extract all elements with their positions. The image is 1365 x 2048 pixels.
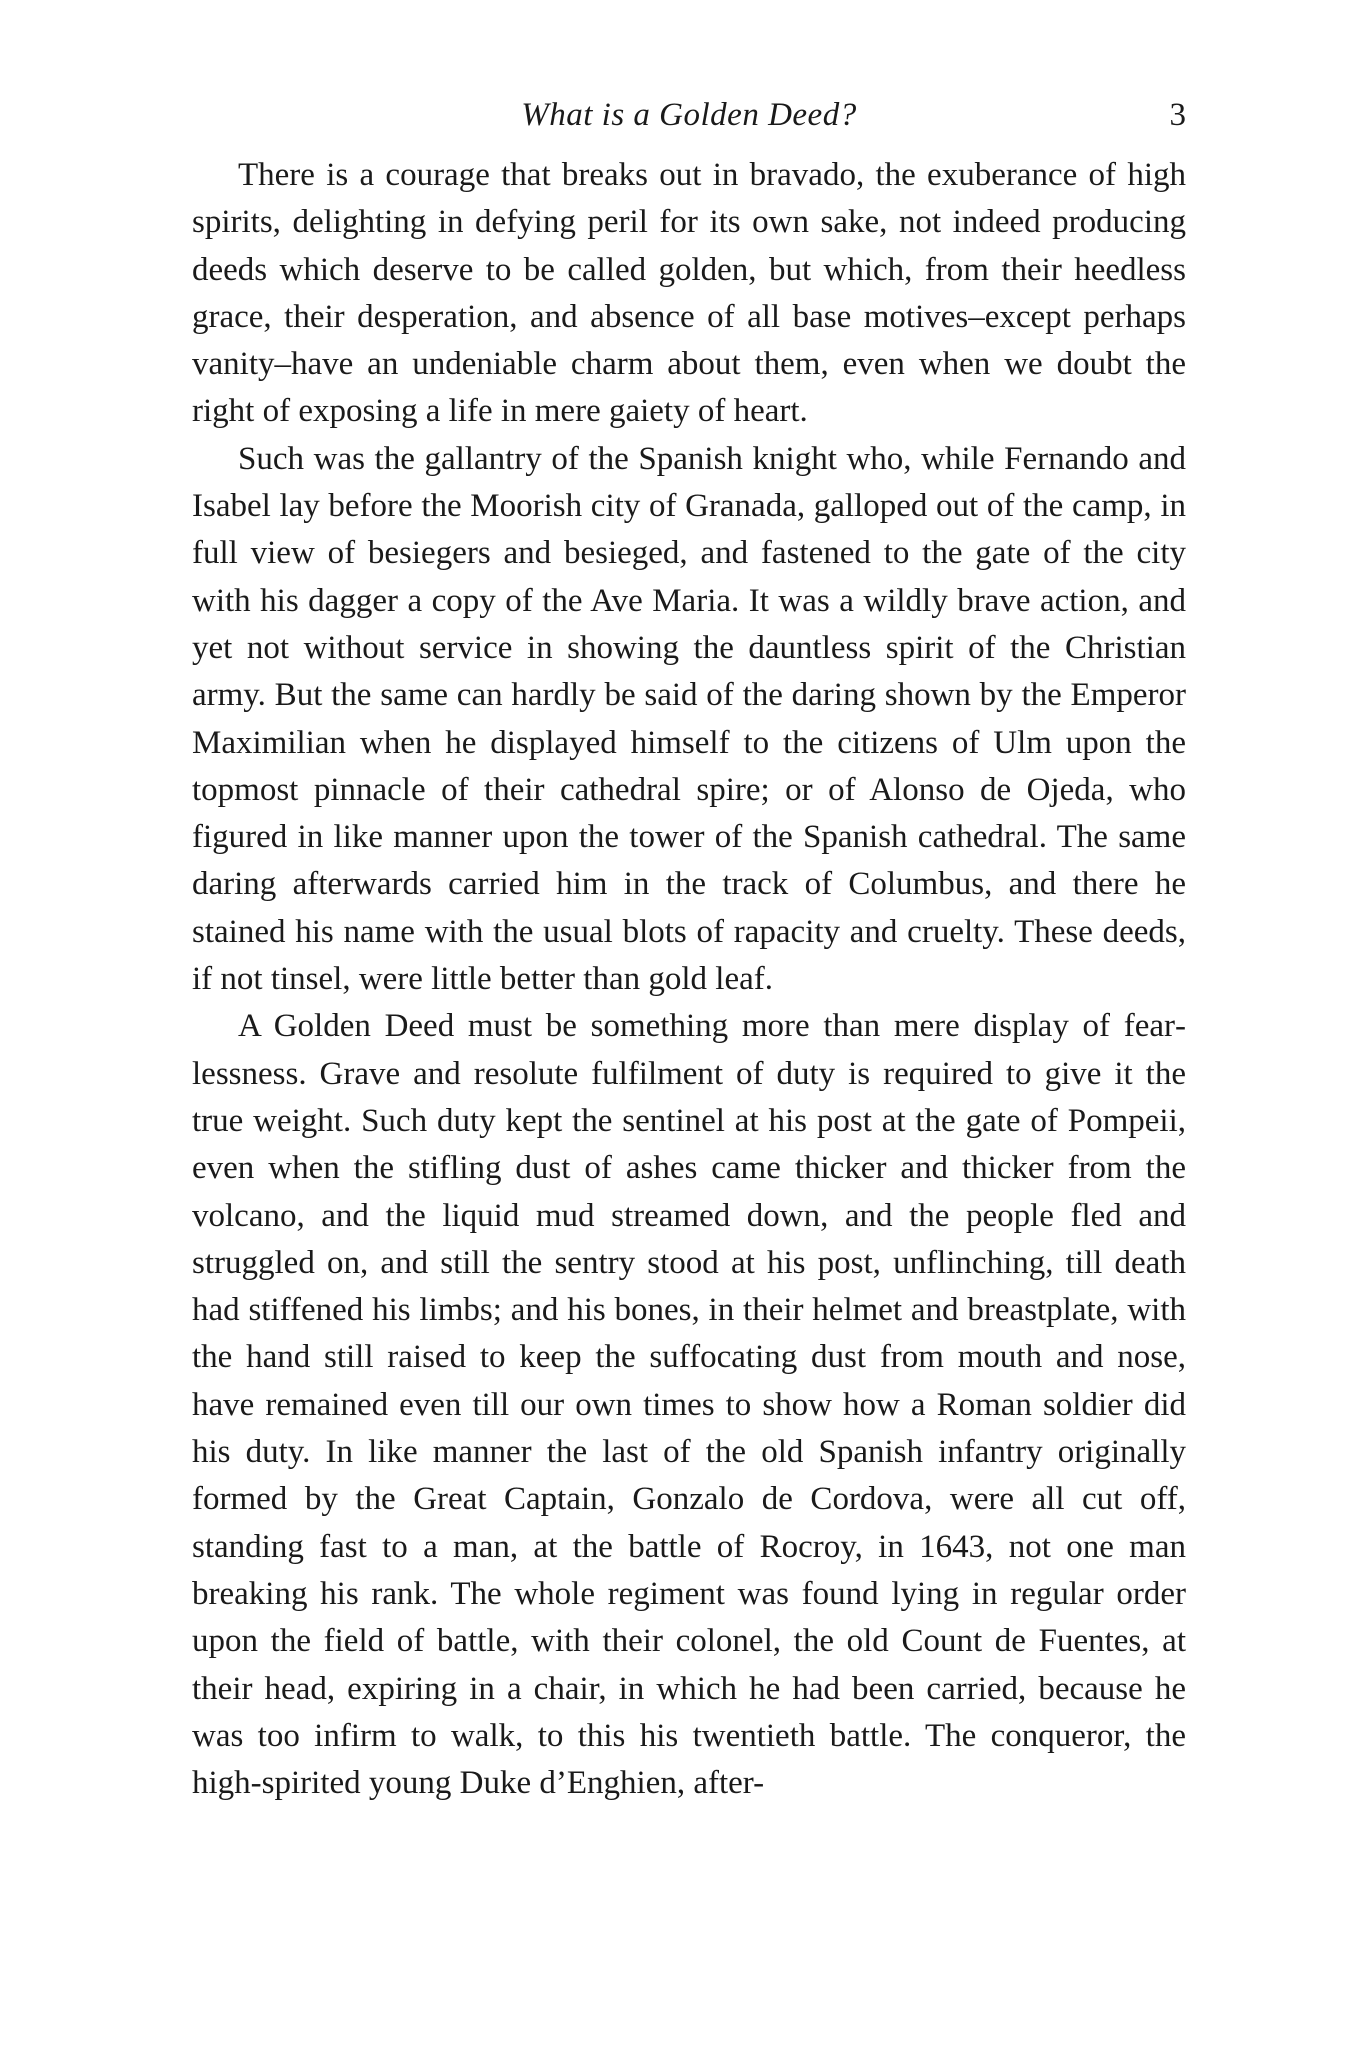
paragraph: A Golden Deed must be something more than mere display of fearlessness. Grave and resolute fulfilment of duty is required to give it the true weight. Such duty kept the sentinel at his post at the gate of Pompeii, even when the stifling dust of ashes came thicker and thicker from the volcano, and the liquid mud streamed down, and the people fled and struggled on, and still the sentry stood at his post, unflinching, till death had stiffened his limbs; and his bones, in their helmet and breastplate, with the hand still raised to keep the suffocating dust from mouth and nose, have remained even till our own times to show how a Roman soldier did his duty. In like manner the last of the old Spanish infantry originally formed by the Great Captain, Gonzalo de Cordova, were all cut off, standing fast to a man, at the battle of Rocroy, in 1643, not one man breaking his rank. The whole regiment was found lying in regular order upon the field of battle, with their colonel, the old Count de Fuentes, at their head, expiring in a chair, in which he had been carried, because he was too infirm to walk, to this his twentieth battle. The conqueror, the high-spirited young Duke d’Enghien, after- <box>192 1008 1186 1802</box>
paragraph: Such was the gallantry of the Spanish knight who, while Fernando and Isabel lay before the Moorish city of Granada, galloped out of the camp, in full view of besiegers and besieged, and fastened to the gate of the city with his dagger a copy of the Ave Maria. It was a wildly brave action, and yet not without service in showing the dauntless spirit of the Christian army. But the same can hardly be said of the daring shown by the Emperor Maximilian when he displayed himself to the citizens of Ulm upon the topmost pinnacle of their cathedral spire; or of Alonso de Ojeda, who figured in like manner upon the tower of the Spanish cathedral. The same daring afterwards carried him in the track of Columbus, and there he stained his name with the usual blots of rapacity and cruelty. These deeds, if not tinsel, were little better than gold leaf. <box>192 440 1186 998</box>
page-number: 3 <box>1169 97 1186 133</box>
chapter-title: What is a Golden Deed? <box>521 97 857 133</box>
running-header <box>192 90 1186 140</box>
book-page <box>192 90 1186 1807</box>
body-text <box>192 152 1186 1807</box>
paragraph: There is a courage that breaks out in bravado, the exuberance of high spirits, delighting in defying peril for its own sake, not indeed producing deeds which deserve to be called golden, but which, from their heedless grace, their desperation, and absence of all base motives–except perhaps vanity–have an undeniable charm about them, even when we doubt the right of exposing a life in mere gaiety of heart. <box>192 157 1186 430</box>
